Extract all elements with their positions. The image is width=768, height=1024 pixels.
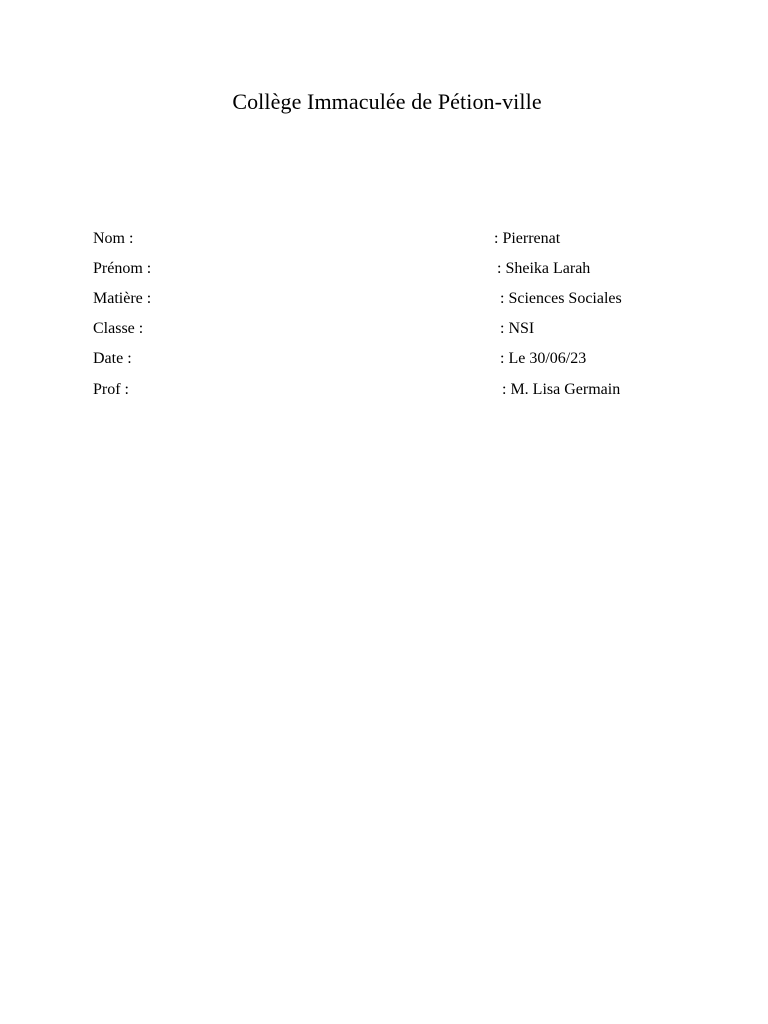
field-value-prof: : M. Lisa Germain (502, 381, 621, 398)
field-label-classe: Classe : (93, 320, 144, 337)
field-label-nom: Nom : (93, 230, 134, 247)
field-value-date: : Le 30/06/23 (500, 350, 587, 367)
field-row-prenom (0, 258, 768, 282)
field-row-classe (0, 318, 768, 342)
school-title: Collège Immaculée de Pétion-ville (232, 89, 542, 114)
field-label-prenom: Prénom : (93, 260, 152, 277)
field-value-nom: : Pierrenat (494, 230, 561, 247)
field-row-prof (0, 379, 768, 403)
field-value-matiere: : Sciences Sociales (500, 290, 622, 307)
field-row-matiere (0, 288, 768, 312)
field-label-date: Date : (93, 350, 132, 367)
field-value-prenom: : Sheika Larah (497, 260, 591, 277)
field-row-date (0, 348, 768, 372)
field-label-matiere: Matière : (93, 290, 152, 307)
field-value-classe: : NSI (500, 320, 535, 337)
field-row-nom (0, 228, 768, 252)
field-label-prof: Prof : (93, 381, 129, 398)
